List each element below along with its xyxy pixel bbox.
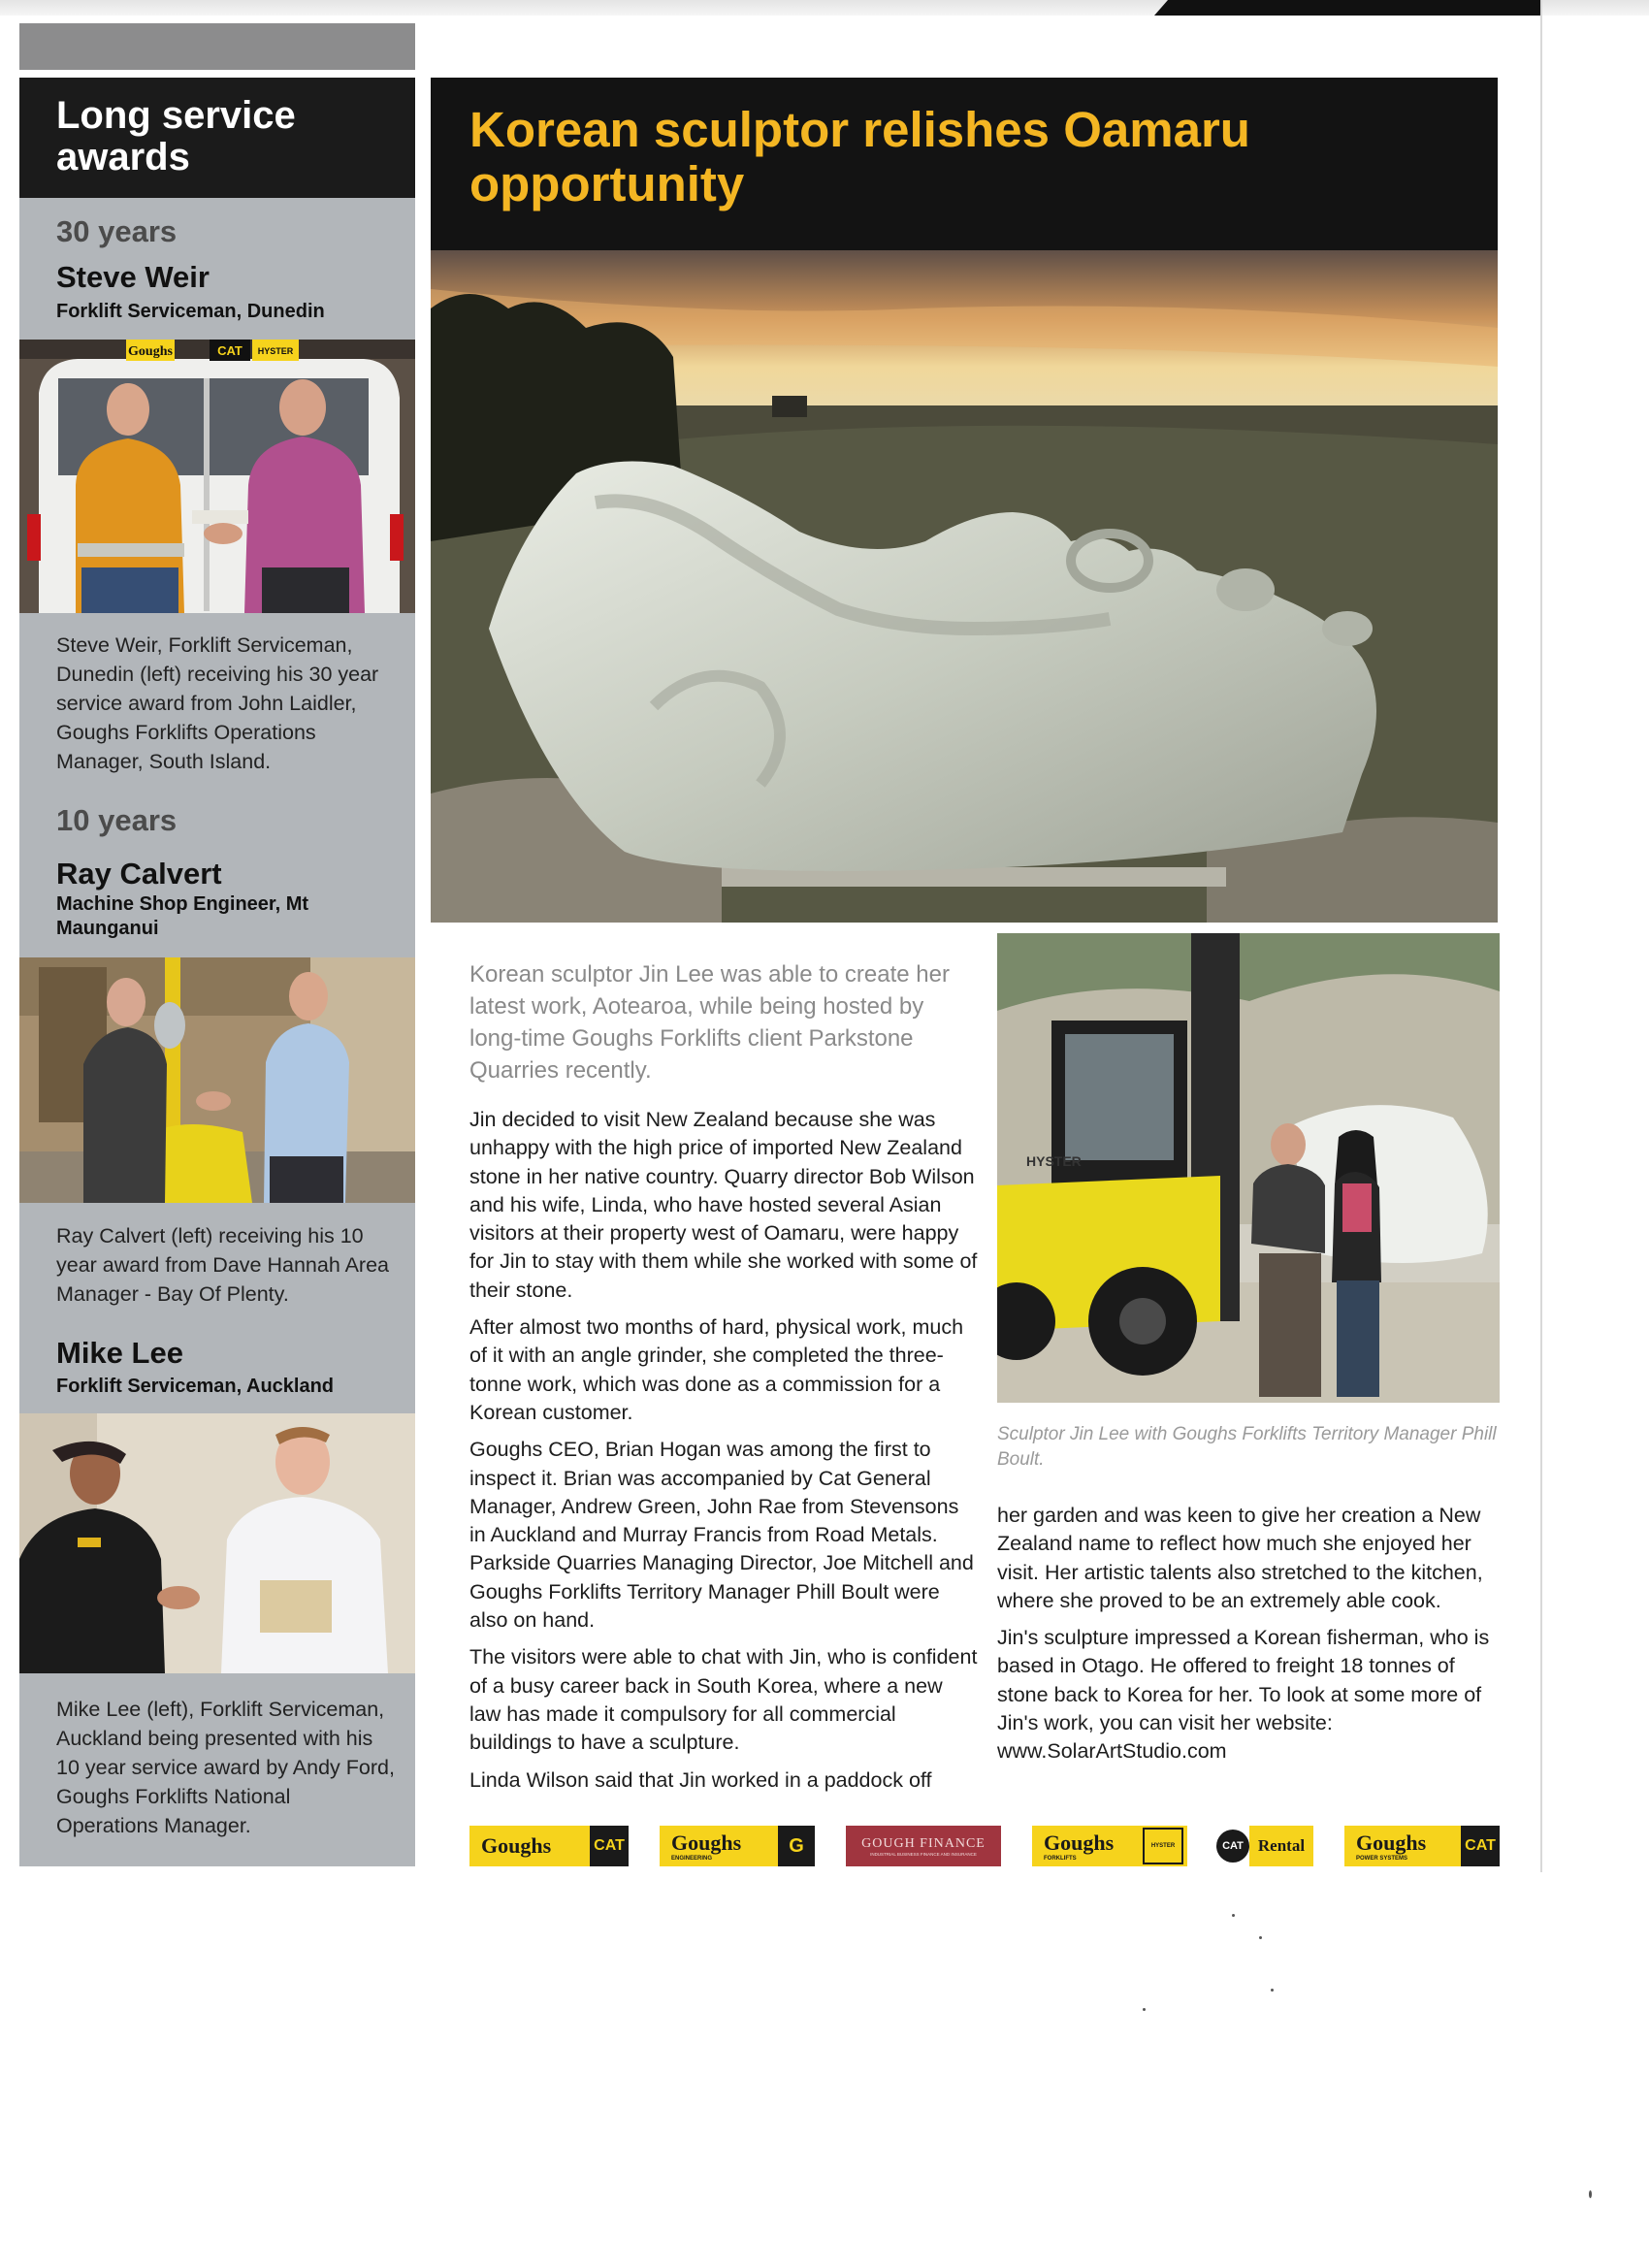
- article-paragraph: Goughs CEO, Brian Hogan was among the first to inspect it. Brian was accompanied by Cat General Manager, Andrew Green, John Rae from Stevensons in Auckland and Murray Francis from Road Metals. Parkside Quarries Managing Director, Joe Mitchell and Goughs Forklifts Territory Manager Phill Boult were also on hand.: [469, 1438, 974, 1633]
- logo-subtitle: ENGINEERING: [671, 1856, 713, 1862]
- photo-steve-weir-award: [19, 340, 415, 613]
- logo-gough-finance: [846, 1826, 1001, 1866]
- sidebar-header: [19, 78, 415, 198]
- forklift-brand-label: HYSTER: [1026, 1153, 1082, 1169]
- logo-goughs-power-systems: [1344, 1826, 1500, 1866]
- sidebar-top-strip: [19, 23, 415, 70]
- person-role: Forklift Serviceman, Auckland: [56, 1376, 335, 1397]
- logo-goughs-forklifts: [1032, 1826, 1187, 1866]
- logo-subtitle: INDUSTRIAL BUSINESS FINANCE AND INSURANCE: [870, 1851, 977, 1857]
- photo-caption-steve-weir: Steve Weir, Forklift Serviceman, Dunedin (left) receiving his 30 year service award from John Laidler, Goughs Forklifts Operations Manager, South Island.: [56, 633, 379, 773]
- sidebar-title: Long service awards: [56, 94, 296, 178]
- scan-speck: [1232, 1914, 1235, 1917]
- photo-caption-mike-lee: Mike Lee (left), Forklift Serviceman, Auckland being presented with his 10 year service award by Andy Ford, Goughs Forklifts National Operations Manager.: [56, 1698, 395, 1837]
- person-role: Forklift Serviceman, Dunedin: [56, 301, 325, 322]
- person-name-steve-weir: Steve Weir: [56, 260, 210, 294]
- logo-goughs-engineering: [660, 1826, 815, 1866]
- person-role: Machine Shop Engineer, Mt Maunganui: [56, 893, 309, 939]
- photo-mike-lee-award: [19, 1413, 415, 1673]
- photo-steve-weir-illustration: [19, 340, 415, 613]
- page-right-edge: [1540, 0, 1542, 1872]
- article-paragraph: After almost two months of hard, physical work, much of it with an angle grinder, she completed the three-tonne work, which was done as a commission for a Korean customer.: [469, 1315, 964, 1424]
- page-top-black-band: [1154, 0, 1542, 16]
- logo-name: [1344, 1831, 1461, 1862]
- article-column-1: [469, 1106, 978, 1803]
- logo-name: [660, 1831, 778, 1862]
- section-years-10: 10 years: [56, 803, 178, 837]
- article-paragraph: Jin decided to visit New Zealand because she was unhappy with the high price of imported New Zealand stone in her native country. Quarry director Bob Wilson and his wife, Linda, who have hosted several Asian visitors at their property west of Oamaru, were happy for Jin to stay with them while she worked with some of their stone.: [469, 1108, 978, 1302]
- engineering-badge: G: [778, 1826, 815, 1866]
- scan-speck: [1271, 1989, 1274, 1992]
- article-lede: Korean sculptor Jin Lee was able to create her latest work, Aotearoa, while being hosted by long-time Goughs Forklifts client Parkstone Quarries recently.: [469, 961, 950, 1084]
- logo-name: GOUGH FINANCE: [861, 1835, 986, 1851]
- photo-jin-lee-illustration: [997, 933, 1500, 1403]
- article-column-2: [997, 1502, 1502, 1775]
- article-paragraph: her garden and was keen to give her creation a New Zealand name to reflect how much she enjoyed her visit. Her artistic talents also stretched to the kitchen, where she proved to be an extremely able cook.: [997, 1504, 1483, 1612]
- logo-name: Goughs: [481, 1833, 552, 1858]
- hyster-badge: HYSTER: [1143, 1828, 1183, 1864]
- logo-name-text: Goughs: [1356, 1831, 1427, 1855]
- cat-badge: CAT: [590, 1826, 629, 1866]
- scan-speck: [1143, 2008, 1146, 2011]
- van-sign-cat: CAT: [217, 343, 242, 358]
- logo-name: [1032, 1831, 1143, 1862]
- logo-cat-rental: [1216, 1826, 1313, 1866]
- person-name-ray-calvert: Ray Calvert: [56, 857, 222, 891]
- photo-caption-ray-calvert: Ray Calvert (left) receiving his 10 year award from Dave Hannah Area Manager - Bay Of Plenty.: [56, 1224, 389, 1306]
- photo-jin-lee-forklift: [997, 933, 1500, 1403]
- logo-subtitle: POWER SYSTEMS: [1356, 1856, 1408, 1862]
- cat-rental-badge: CAT: [1216, 1830, 1249, 1863]
- photo-ray-calvert-award: [19, 957, 415, 1203]
- photo-caption-jin-lee: Sculptor Jin Lee with Goughs Forklifts Territory Manager Phill Boult.: [997, 1424, 1497, 1470]
- cat-badge: CAT: [1461, 1826, 1500, 1866]
- scan-speck: [1259, 1936, 1262, 1939]
- article-title: Korean sculptor relishes Oamaru opportunity: [469, 102, 1250, 211]
- section-years-30: 30 years: [56, 214, 178, 248]
- article-paragraph: The visitors were able to chat with Jin, who is confident of a busy career back in South Korea, where a new law has made it compulsory for all commercial buildings to have a sculpture.: [469, 1645, 978, 1755]
- person-name-mike-lee: Mike Lee: [56, 1336, 183, 1370]
- van-sign-goughs: Goughs: [128, 344, 173, 359]
- article-paragraph: Linda Wilson said that Jin worked in a paddock off: [469, 1767, 932, 1792]
- logo-name-text: Goughs: [1044, 1831, 1115, 1855]
- logo-name-text: Goughs: [671, 1831, 742, 1855]
- sculpture-photo-illustration: [431, 250, 1498, 923]
- photo-mike-lee-illustration: [19, 1413, 415, 1673]
- logo-subtitle: FORKLIFTS: [1044, 1856, 1077, 1862]
- article-header: [431, 78, 1498, 250]
- article-paragraph: Jin's sculpture impressed a Korean fisherman, who is based in Otago. He offered to freight 18 tonnes of stone back to Korea for her. To look at some more of Jin's work, you can visit her website: www.SolarArtStudio.com: [997, 1626, 1490, 1764]
- van-sign-hyster: HYSTER: [257, 346, 294, 356]
- logo-name: Rental: [1249, 1826, 1313, 1866]
- photo-ray-calvert-illustration: [19, 957, 415, 1203]
- logo-goughs-cat: [469, 1826, 629, 1866]
- scan-speck: [1589, 2190, 1592, 2198]
- sculpture-photo: [431, 250, 1498, 923]
